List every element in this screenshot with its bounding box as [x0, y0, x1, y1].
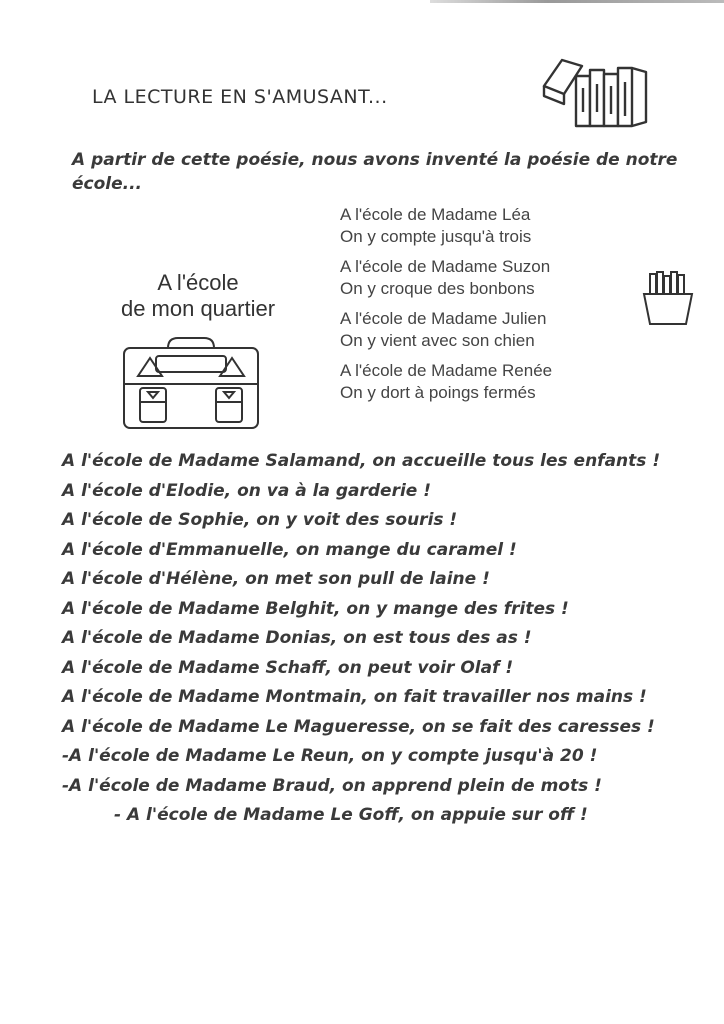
- poem-stanza: [340, 308, 630, 352]
- poem-title-line1: A l'école: [157, 270, 239, 295]
- poem-title: [82, 270, 314, 322]
- scan-edge-line: [430, 0, 724, 3]
- school-line: A l'école de Madame Schaff, on peut voir Olaf !: [62, 657, 514, 678]
- poem-block: [340, 204, 630, 412]
- school-line: A l'école de Madame Donias, on est tous des as !: [62, 628, 532, 648]
- school-line: A l'école d'Hélène, on met son pull de laine !: [62, 569, 490, 589]
- school-line: A l'école de Madame Salamand, on accueille tous les enfants !: [62, 451, 661, 471]
- school-lines: [62, 447, 702, 831]
- school-line: A l'école de Madame Le Magueresse, on se fait des caresses !: [62, 716, 655, 737]
- poem-title-line2: de mon quartier: [120, 296, 276, 321]
- page-heading: LA LECTURE EN S'AMUSANT...: [92, 86, 388, 108]
- school-line: A l'école de Madame Belghit, on y mange des frites !: [62, 598, 569, 619]
- school-line: A l'école de Madame Montmain, on fait travailler nos mains !: [62, 687, 647, 707]
- school-line: - A l'école de Madame Le Goff, on appuie sur off !: [114, 805, 588, 825]
- poem-line: A l'école de Madame Julien: [340, 309, 547, 328]
- poem-line: On y vient avec son chien: [340, 331, 535, 350]
- poem-stanza: [340, 204, 630, 248]
- poem-line: A l'école de Madame Renée: [340, 361, 553, 380]
- poem-stanza: [340, 360, 630, 404]
- poem-line: On y dort à poings fermés: [340, 383, 536, 402]
- fries-icon: [640, 270, 696, 328]
- poem-line: On y croque des bonbons: [340, 279, 535, 298]
- school-line: -A l'école de Madame Braud, on apprend plein de mots !: [62, 775, 602, 796]
- school-line: A l'école d'Elodie, on va à la garderie !: [62, 480, 431, 501]
- poem-stanza: [340, 256, 630, 300]
- poem-line: A l'école de Madame Suzon: [340, 257, 551, 276]
- poem-line: On y compte jusqu'à trois: [340, 227, 532, 246]
- poem-line: A l'école de Madame Léa: [340, 205, 531, 224]
- books-icon: [538, 56, 650, 130]
- intro-text: A partir de cette poésie, nous avons inventé la poésie de notre école...: [72, 150, 678, 194]
- school-line: A l'école d'Emmanuelle, on mange du caramel !: [62, 539, 517, 560]
- school-line: A l'école de Sophie, on y voit des souris !: [62, 510, 458, 530]
- school-satchel-icon: [120, 336, 262, 432]
- school-line: -A l'école de Madame Le Reun, on y compte jusqu'à 20 !: [62, 746, 598, 766]
